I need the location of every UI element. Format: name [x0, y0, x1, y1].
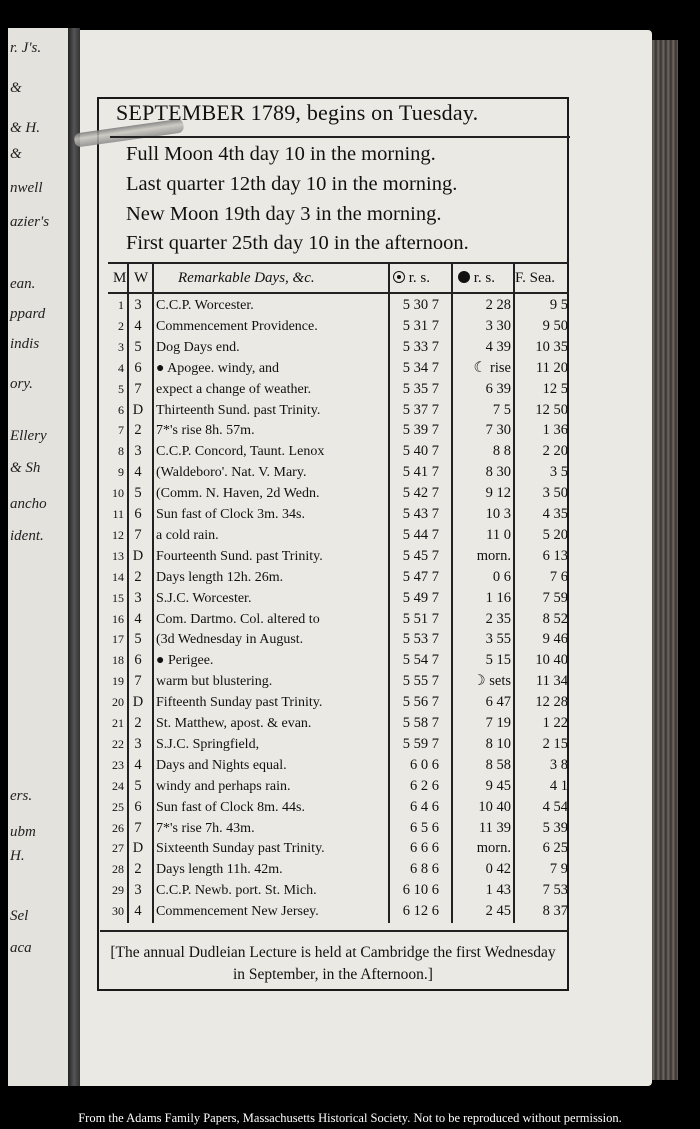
left-page-fragment: & Sh: [10, 460, 41, 476]
moon-phase-full: Full Moon 4th day 10 in the morning.: [126, 143, 436, 165]
left-page-fragment: ubm: [10, 824, 36, 840]
sun-rise-set: 5 56 7: [402, 694, 439, 711]
day-of-week: 2: [134, 422, 142, 439]
day-of-month: 14: [112, 569, 124, 584]
day-of-month: 11: [112, 507, 124, 521]
full-sea: 11 34: [535, 673, 568, 690]
full-sea: 7 53: [542, 882, 568, 899]
left-page-fragment: aca: [10, 940, 32, 956]
day-of-month: 6: [118, 402, 124, 417]
calendar-row: [100, 420, 570, 441]
left-page-fragment: ppard: [10, 306, 46, 322]
moon-rise-set: morn.: [476, 840, 511, 857]
day-of-week: 7: [134, 819, 142, 836]
full-sea: 5 20: [542, 526, 568, 543]
event-text: (3d Wednesday in August.: [156, 632, 304, 648]
calendar-row: [100, 692, 570, 713]
sun-rise-set: 5 51 7: [402, 610, 439, 627]
day-of-month: 26: [112, 820, 124, 835]
calendar-row: [100, 379, 570, 400]
sun-rise-set: 5 42 7: [402, 485, 439, 502]
day-of-week: 4: [134, 464, 142, 481]
col-header-month-day: M: [113, 270, 127, 286]
event-text: St. Matthew, apost. & evan.: [156, 716, 312, 731]
sun-rise-set: 5 54 7: [402, 652, 439, 669]
event-text: 7*'s rise 8h. 57m.: [156, 423, 255, 439]
sun-rise-set: 6 2 6: [410, 777, 439, 794]
event-text: ● Perigee.: [156, 653, 214, 669]
event-text: Sixteenth Sunday past Trinity.: [156, 841, 325, 857]
sun-rise-set: 5 33 7: [402, 338, 439, 355]
day-of-week: 4: [134, 903, 142, 920]
day-of-week: 4: [134, 317, 142, 334]
page-edges: [652, 40, 678, 1080]
page-title: SEPTEMBER 1789, begins on Tuesday.: [116, 100, 479, 125]
title-rule: [110, 136, 570, 138]
day-of-week: 3: [134, 882, 142, 899]
calendar-row: [100, 797, 570, 818]
moon-rise-set: 4 39: [485, 338, 511, 355]
moon-rise-set: 2 28: [485, 297, 511, 313]
day-of-week: 4: [134, 610, 142, 627]
day-of-month: 19: [112, 674, 124, 689]
sun-icon: [393, 271, 405, 283]
calendar-row: [100, 776, 570, 797]
day-of-week: D: [132, 547, 144, 564]
moon-rise-set: 6 39: [485, 380, 511, 397]
day-of-month: 1: [118, 298, 124, 312]
day-of-month: 22: [112, 736, 124, 751]
event-text: (Comm. N. Haven, 2d Wedn.: [156, 486, 320, 502]
col-header-week-day: W: [134, 270, 149, 286]
day-of-week: 7: [134, 673, 142, 690]
moon-rise-set: 11 39: [478, 819, 511, 836]
day-of-week: 6: [134, 652, 142, 669]
sun-rise-set: 5 39 7: [402, 422, 439, 439]
full-sea: 9 50: [542, 317, 568, 334]
event-text: Days length 11h. 42m.: [156, 862, 283, 878]
moon-icon: [458, 271, 470, 283]
moon-phase-new: New Moon 19th day 3 in the morning.: [126, 203, 442, 225]
calendar-row: [100, 629, 570, 650]
sun-rise-set: 6 8 6: [410, 861, 439, 878]
moon-rise-set: morn.: [476, 547, 511, 564]
left-page: [8, 28, 70, 1086]
full-sea: 8 52: [542, 610, 568, 627]
sun-rise-set: 5 30 7: [402, 297, 439, 313]
event-text: expect a change of weather.: [156, 381, 312, 397]
full-sea: 1 36: [542, 422, 568, 439]
day-of-week: 2: [134, 715, 142, 731]
day-of-month: 30: [112, 904, 124, 919]
calendar-row: [100, 901, 570, 922]
moon-rise-set: 9 45: [485, 777, 511, 794]
day-of-week: 3: [134, 589, 142, 606]
full-sea: 7 6: [549, 568, 568, 585]
moon-rise-set: 5 15: [485, 652, 511, 669]
full-sea: 4 54: [542, 798, 568, 815]
sun-rise-set: 5 44 7: [402, 526, 439, 543]
calendar-row: [100, 609, 570, 630]
day-of-month: 20: [112, 695, 124, 710]
col-header-sun: [393, 270, 430, 287]
full-sea: 10 40: [535, 652, 568, 669]
left-page-fragment: indis: [10, 336, 40, 352]
sun-rise-set: 5 37 7: [402, 401, 439, 418]
event-text: Sun fast of Clock 3m. 34s.: [156, 507, 305, 522]
sun-rise-set: 5 31 7: [402, 317, 439, 334]
moon-rise-set: 9 12: [485, 485, 511, 502]
day-of-week: 6: [134, 506, 142, 522]
left-page-fragment: ory.: [10, 376, 33, 392]
left-page-fragment: H.: [10, 848, 25, 864]
sun-rise-set: 5 49 7: [402, 589, 439, 606]
calendar-row: [100, 755, 570, 776]
event-text: Days length 12h. 26m.: [156, 569, 284, 585]
left-page-fragment: nwell: [10, 180, 43, 196]
day-of-month: 24: [112, 778, 124, 793]
day-of-week: D: [132, 694, 144, 711]
calendar-row: [100, 567, 570, 588]
left-page-fragment: &: [10, 146, 22, 162]
left-page-fragment: ancho: [10, 496, 47, 512]
event-text: a cold rain.: [156, 527, 219, 543]
sun-rise-set: 6 0 6: [410, 756, 439, 773]
col-header-full-sea: F. Sea.: [515, 270, 556, 286]
moon-rise-set: 7 5: [492, 401, 511, 418]
footnote: [The annual Dudleian Lecture is held at Cambridge the first Wednesday in September, in the Afternoon.]: [110, 944, 556, 983]
day-of-month: 7: [118, 423, 124, 438]
day-of-week: 5: [134, 338, 142, 355]
left-page-fragment: Sel: [10, 908, 29, 924]
calendar-row: [100, 818, 570, 839]
table-top-rule: [108, 262, 569, 264]
moon-rise-set: 1 43: [485, 882, 511, 899]
sun-rise-set: 5 53 7: [402, 631, 439, 648]
calendar-row: [100, 650, 570, 671]
day-of-month: 18: [112, 653, 124, 668]
day-of-week: 5: [134, 777, 142, 794]
sun-rise-set: 6 4 6: [410, 798, 439, 815]
day-of-month: 8: [118, 444, 124, 459]
full-sea: 2 15: [542, 735, 568, 752]
day-of-week: 3: [134, 735, 142, 752]
day-of-month: 2: [118, 318, 124, 333]
day-of-month: 3: [118, 339, 124, 354]
calendar-row: [100, 316, 570, 337]
sun-rise-set: 5 45 7: [402, 547, 439, 564]
moon-rise-set: 0 6: [492, 568, 511, 585]
event-text: Fourteenth Sund. past Trinity.: [156, 548, 323, 564]
day-of-week: 6: [134, 359, 142, 376]
sun-rise-set: 5 40 7: [402, 443, 439, 460]
full-sea: 2 20: [542, 443, 568, 460]
event-text: 7*'s rise 7h. 43m.: [156, 820, 255, 836]
table-bottom-rule: [100, 930, 569, 932]
day-of-week: D: [132, 401, 144, 418]
calendar-row: [100, 588, 570, 609]
day-of-month: 9: [118, 465, 124, 480]
day-of-week: 6: [134, 798, 142, 815]
full-sea: 3 50: [542, 485, 568, 502]
calendar-row: [100, 504, 570, 525]
event-text: C.C.P. Newb. port. St. Mich.: [156, 883, 317, 899]
event-text: ● Apogee. windy, and: [156, 360, 280, 376]
calendar-row: [100, 441, 570, 462]
full-sea: 3 5: [549, 464, 568, 481]
moon-phase-first-quarter: First quarter 25th day 10 in the afternoon.: [126, 232, 469, 254]
full-sea: 3 8: [549, 756, 568, 773]
moon-rise-set: 10 40: [478, 798, 511, 815]
sun-rise-set: 6 10 6: [402, 882, 439, 899]
calendar-row: [100, 838, 570, 859]
moon-rise-set: 8 58: [485, 756, 511, 773]
day-of-month: 28: [112, 862, 124, 877]
full-sea: 6 13: [542, 547, 568, 564]
event-text: Com. Dartmo. Col. altered to: [156, 611, 320, 627]
moon-rise-set: 10 3: [485, 506, 511, 522]
event-text: Sun fast of Clock 8m. 44s.: [156, 799, 305, 815]
day-of-month: 15: [112, 590, 124, 605]
full-sea: 9 5: [549, 297, 568, 313]
event-text: Commencement Providence.: [156, 318, 318, 334]
calendar-row: [100, 525, 570, 546]
sun-rise-set: 5 34 7: [402, 359, 439, 376]
col-header-moon: [458, 270, 495, 287]
day-of-month: 4: [118, 360, 124, 375]
moon-rise-set: 2 45: [485, 903, 511, 920]
header-rule: [108, 292, 569, 294]
day-of-month: 23: [112, 757, 124, 772]
full-sea: 11 20: [535, 359, 568, 376]
full-sea: 12 50: [535, 401, 568, 418]
archive-caption: From the Adams Family Papers, Massachusetts Historical Society. Not to be reproduced without permission.: [78, 1111, 622, 1125]
event-text: warm but blustering.: [156, 674, 273, 690]
moon-rise-set: 7 30: [485, 422, 511, 439]
day-of-month: 21: [112, 716, 124, 730]
day-of-month: 25: [112, 799, 124, 814]
calendar-row: [100, 337, 570, 358]
day-of-week: 3: [134, 443, 142, 460]
day-of-week: 2: [134, 861, 142, 878]
full-sea: 6 25: [542, 840, 568, 857]
day-of-month: 5: [118, 381, 124, 396]
moon-rise-set: 1 16: [485, 589, 511, 606]
event-text: S.J.C. Springfield,: [156, 736, 260, 752]
calendar-row: [100, 295, 570, 316]
sun-rise-set: 5 47 7: [402, 568, 439, 585]
event-text: C.C.P. Worcester.: [156, 298, 254, 313]
day-of-week: 7: [134, 526, 142, 543]
sun-rise-set: 5 58 7: [402, 715, 439, 731]
calendar-row: [100, 734, 570, 755]
event-text: (Waldeboro'. Nat. V. Mary.: [156, 465, 307, 481]
moon-rise-set: 3 30: [485, 317, 511, 334]
day-of-week: 4: [134, 756, 142, 773]
sun-rise-set: 5 41 7: [402, 464, 439, 481]
full-sea: 10 35: [535, 338, 568, 355]
calendar-row: [100, 880, 570, 901]
moon-phase-last-quarter: Last quarter 12th day 10 in the morning.: [126, 173, 458, 195]
sun-rise-set: 5 35 7: [402, 380, 439, 397]
full-sea: 12 5: [542, 380, 568, 397]
day-of-week: 5: [134, 631, 142, 648]
day-of-week: 3: [134, 297, 142, 313]
event-text: Thirteenth Sund. past Trinity.: [156, 402, 321, 418]
full-sea: 4 1: [549, 777, 568, 794]
left-page-fragment: ident.: [10, 528, 44, 544]
moon-header-label: r. s.: [473, 270, 496, 286]
day-of-week: D: [132, 840, 144, 857]
calendar-row: [100, 859, 570, 880]
day-of-week: 5: [134, 485, 142, 502]
col-header-remarkable-days: Remarkable Days, &c.: [178, 270, 315, 286]
sun-rise-set: 6 5 6: [410, 819, 439, 836]
sun-header-label: r. s.: [408, 270, 431, 286]
calendar-row: [100, 546, 570, 567]
calendar-row: [100, 671, 570, 692]
calendar-row: [100, 400, 570, 421]
calendar-row: [100, 483, 570, 504]
calendar-row: [100, 358, 570, 379]
moon-rise-set: 7 19: [485, 715, 511, 731]
moon-rise-set: 11 0: [486, 526, 511, 543]
left-page-fragment: & H.: [10, 120, 40, 136]
left-page-fragment: ean.: [10, 276, 36, 292]
full-sea: 9 46: [542, 631, 568, 648]
moon-rise-set: ☽ sets: [472, 673, 511, 690]
sun-rise-set: 6 6 6: [410, 840, 439, 857]
full-sea: 4 35: [542, 506, 568, 522]
event-text: Fifteenth Sunday past Trinity.: [156, 695, 323, 711]
moon-rise-set: 0 42: [485, 861, 511, 878]
event-text: Dog Days end.: [156, 339, 240, 355]
event-text: C.C.P. Concord, Taunt. Lenox: [156, 444, 325, 460]
day-of-month: 16: [112, 611, 124, 626]
moon-rise-set: 8 8: [492, 443, 511, 460]
full-sea: 1 22: [542, 715, 568, 731]
moon-rise-set: 8 10: [485, 735, 511, 752]
sun-rise-set: 5 59 7: [402, 735, 439, 752]
full-sea: 7 9: [549, 861, 568, 878]
day-of-month: 13: [112, 548, 124, 563]
calendar-row: [100, 713, 570, 734]
left-page-fragment: ers.: [10, 788, 33, 804]
moon-rise-set: 2 35: [485, 610, 511, 627]
moon-rise-set: ☾ rise: [473, 359, 511, 376]
day-of-month: 10: [112, 486, 124, 501]
day-of-week: 2: [134, 568, 142, 585]
event-text: S.J.C. Worcester.: [156, 590, 252, 606]
left-page-fragment: &: [10, 80, 22, 96]
day-of-month: 27: [112, 841, 124, 856]
moon-rise-set: 6 47: [485, 694, 511, 711]
left-page-fragment: azier's: [10, 214, 50, 230]
full-sea: 8 37: [542, 903, 568, 920]
event-text: Commencement New Jersey.: [156, 904, 319, 920]
day-of-week: 7: [134, 380, 142, 397]
moon-rise-set: 8 30: [485, 464, 511, 481]
sun-rise-set: 5 55 7: [402, 673, 439, 690]
event-text: windy and perhaps rain.: [156, 778, 291, 794]
full-sea: 7 59: [542, 589, 568, 606]
left-page-fragment: r. J's.: [10, 40, 42, 56]
left-page-fragment: Ellery: [10, 428, 47, 444]
day-of-month: 12: [112, 527, 124, 542]
calendar-row: [100, 462, 570, 483]
book-gutter: [68, 28, 80, 1086]
day-of-month: 29: [112, 883, 124, 898]
event-text: Days and Nights equal.: [156, 757, 287, 773]
sun-rise-set: 6 12 6: [402, 903, 439, 920]
sun-rise-set: 5 43 7: [402, 506, 439, 522]
moon-rise-set: 3 55: [485, 631, 511, 648]
full-sea: 12 28: [535, 694, 568, 711]
full-sea: 5 39: [542, 819, 568, 836]
day-of-month: 17: [112, 632, 124, 647]
